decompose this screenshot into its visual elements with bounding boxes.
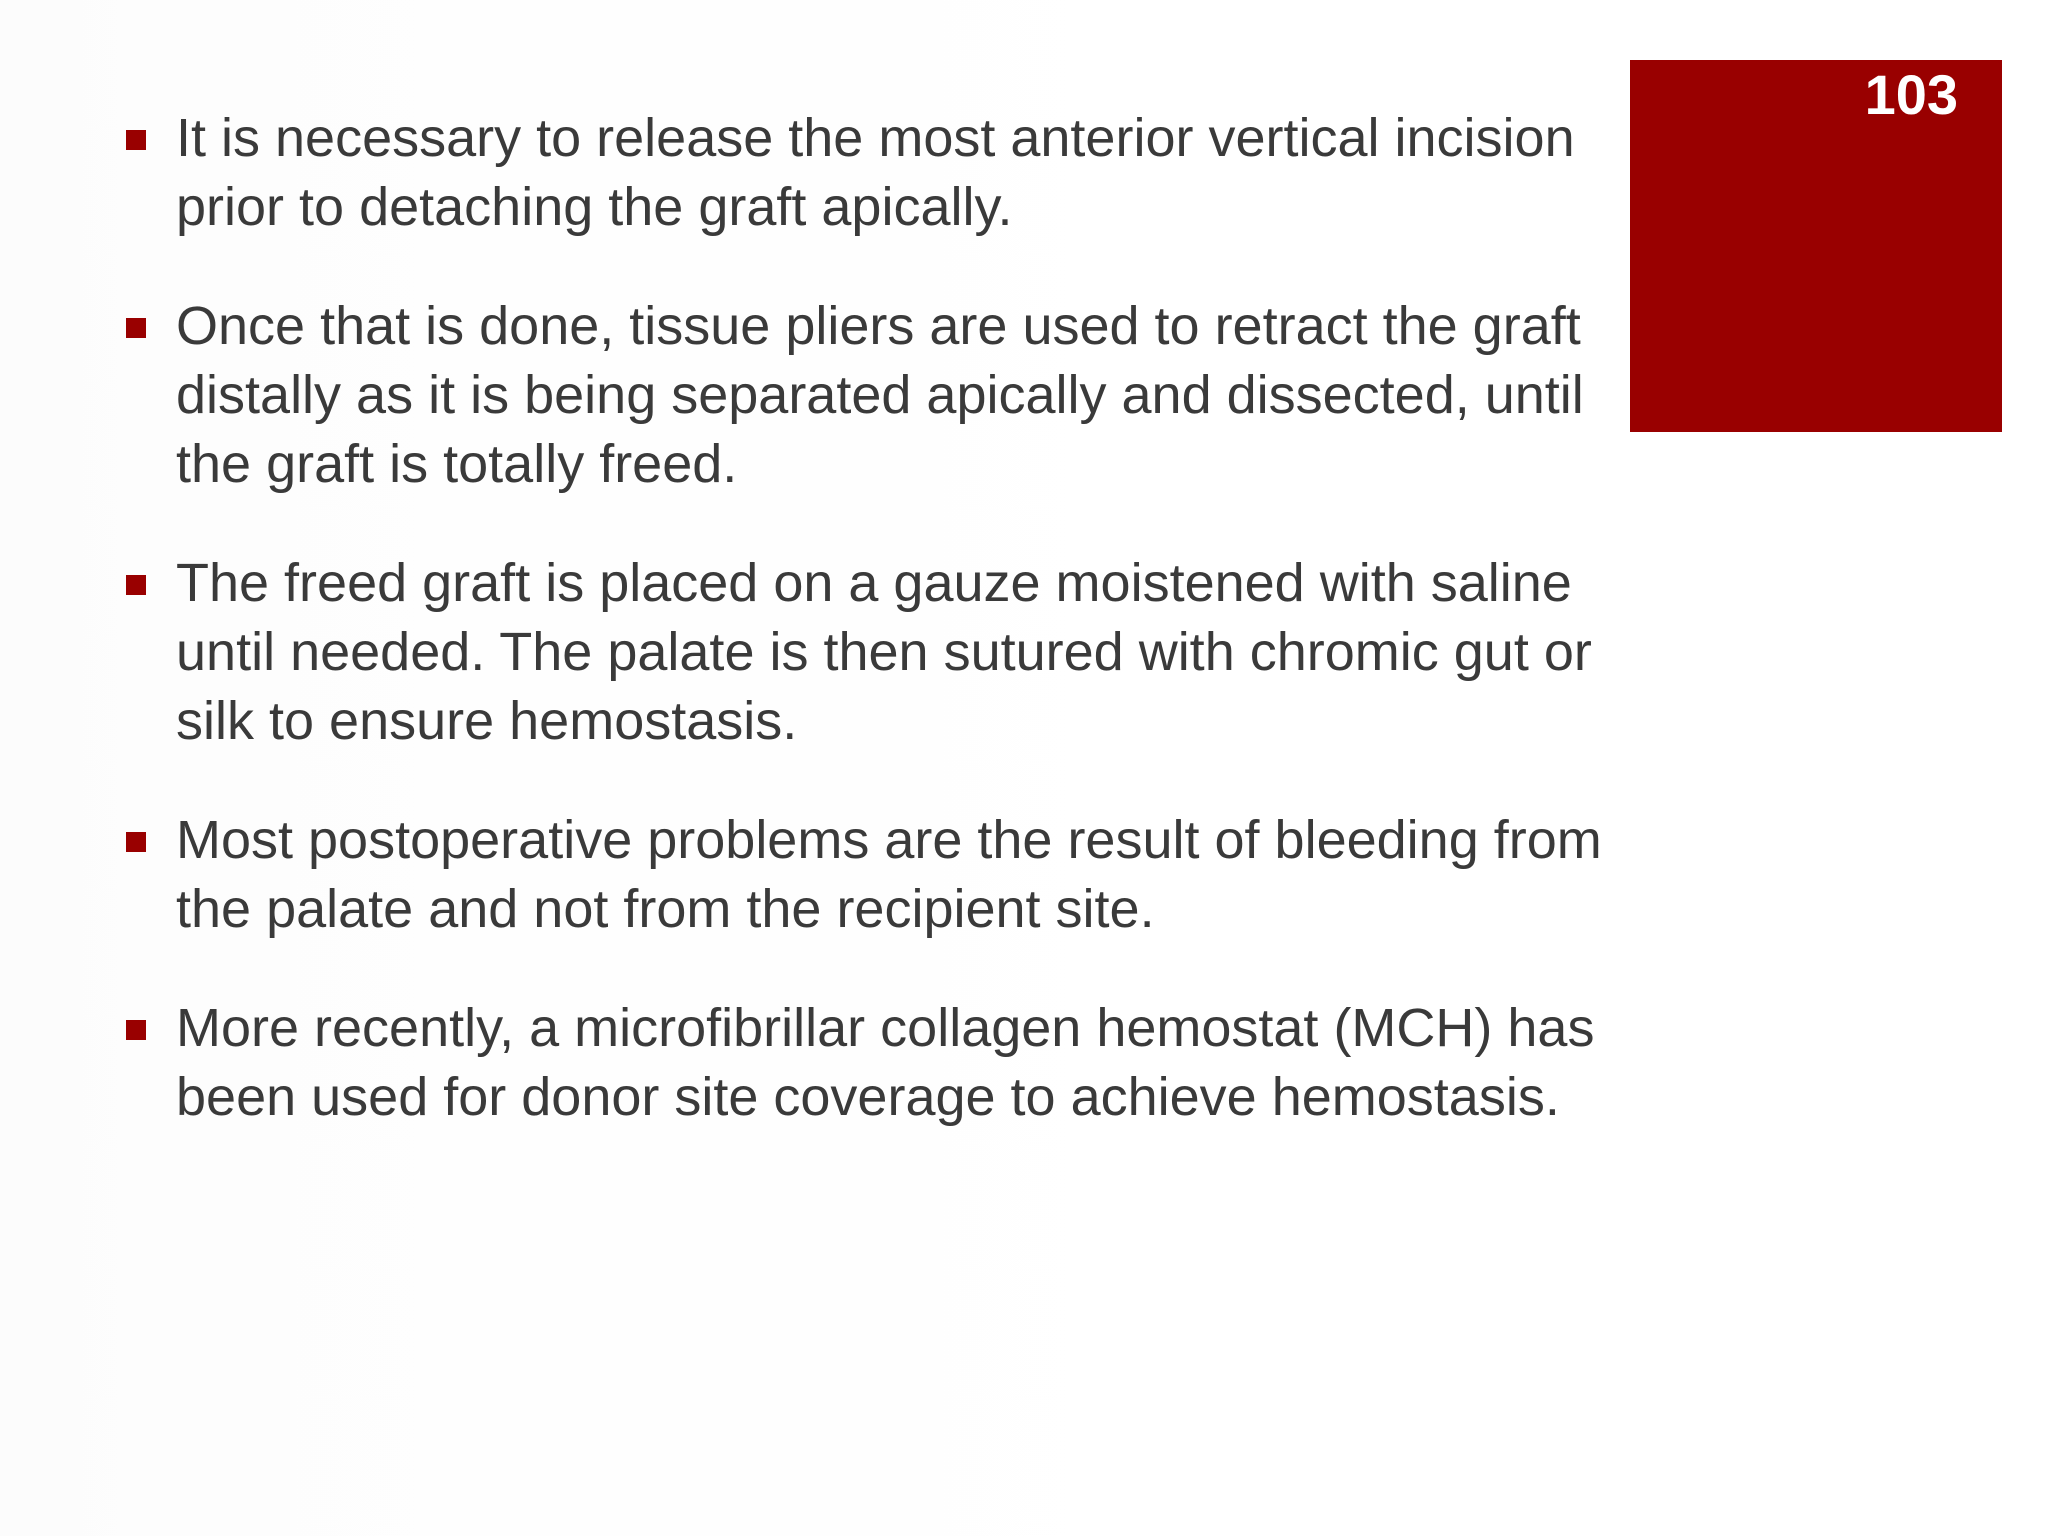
bullet-item: [126, 994, 1706, 1132]
square-bullet-icon: [126, 318, 146, 338]
bullet-list: [126, 104, 1706, 1182]
bullet-item: [126, 292, 1706, 499]
bullet-text: [176, 806, 1706, 944]
bullet-line: More recently, a microfibrillar collagen hemostat (MCH) has: [176, 998, 1595, 1058]
bullet-line: the palate and not from the recipient site.: [176, 879, 1155, 939]
bullet-text: [176, 994, 1706, 1132]
square-bullet-icon: [126, 832, 146, 852]
bullet-line: silk to ensure hemostasis.: [176, 691, 798, 751]
bullet-line: It is necessary to release the most anterior vertical incision: [176, 108, 1575, 168]
bullet-item: [126, 806, 1706, 944]
bullet-line: prior to detaching the graft apically.: [176, 177, 1013, 237]
bullet-line: been used for donor site coverage to achieve hemostasis.: [176, 1067, 1560, 1127]
bullet-text: [176, 549, 1706, 756]
bullet-line: Most postoperative problems are the result of bleeding from: [176, 810, 1602, 870]
page-number: 103: [1864, 63, 1958, 126]
square-bullet-icon: [126, 130, 146, 150]
bullet-text: [176, 104, 1706, 242]
bullet-line: distally as it is being separated apically and dissected, until: [176, 365, 1584, 425]
bullet-line: until needed. The palate is then sutured with chromic gut or: [176, 622, 1592, 682]
bullet-item: [126, 549, 1706, 756]
bullet-text: [176, 292, 1706, 499]
bullet-item: [126, 104, 1706, 242]
square-bullet-icon: [126, 575, 146, 595]
bullet-line: The freed graft is placed on a gauze moistened with saline: [176, 553, 1572, 613]
square-bullet-icon: [126, 1020, 146, 1040]
bullet-line: the graft is totally freed.: [176, 434, 738, 494]
bullet-line: Once that is done, tissue pliers are used to retract the graft: [176, 296, 1581, 356]
